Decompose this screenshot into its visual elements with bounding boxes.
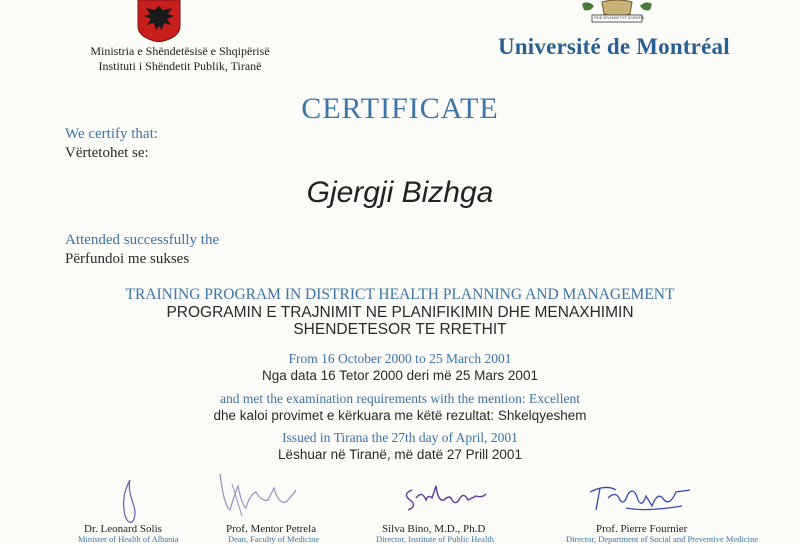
signature-petrela — [212, 466, 302, 522]
certify-sq: Vërtetohet se: — [65, 145, 149, 161]
exam-en: and met the examination requirements with the mention: Excellent — [220, 391, 580, 406]
albania-emblem — [136, 0, 182, 42]
signature-title-4: Director, Department of Social and Preventive Medicine — [566, 534, 759, 544]
dates-en: From 16 October 2000 to 25 March 2001 — [288, 351, 512, 366]
program-en: TRAINING PROGRAM IN DISTRICT HEALTH PLANNING AND MANAGEMENT — [125, 286, 675, 303]
ministry-name: Ministria e Shëndetësisë e Shqipërisë — [90, 44, 270, 58]
signature-title-2: Dean, Faculty of Medicine — [228, 534, 320, 544]
signature-title-3: Director, Institute of Public Health — [376, 534, 494, 544]
university-name: Université de Montréal — [498, 34, 730, 59]
issued-sq: Lëshuar në Tiranë, më datë 27 Prill 2001 — [278, 447, 522, 462]
seal-motto: FIDE SPLENDET ET SCIENTIA — [594, 16, 644, 20]
udem-seal — [578, 0, 656, 26]
attended-en: Attended successfully the — [65, 232, 220, 248]
signature-bino — [398, 476, 490, 516]
program-sq-2: SHENDETESOR TE RRETHIT — [293, 321, 507, 338]
recipient-name: Gjergji Bizhga — [306, 176, 494, 209]
signature-name-4: Prof. Pierre Fournier — [596, 523, 688, 535]
program-sq-1: PROGRAMIN E TRAJNIMIT NE PLANIFIKIMIN DHE MENAXHIMIN — [166, 304, 634, 321]
signature-title-1: Minister of Health of Albania — [78, 534, 179, 544]
attended-sq: Përfundoi me sukses — [65, 251, 190, 267]
certify-en: We certify that: — [65, 126, 158, 142]
signature-fournier — [586, 476, 696, 518]
signature-name-1: Dr. Leonard Solis — [84, 523, 162, 535]
certificate-title: CERTIFICATE — [301, 92, 499, 125]
institute-name: Instituti i Shëndetit Publik, Tiranë — [98, 59, 262, 73]
signature-name-2: Prof. Mentor Petrela — [226, 523, 317, 535]
exam-sq: dhe kaloi provimet e kërkuara me këtë rezultat: Shkelqyeshem — [213, 408, 587, 423]
signature-solis — [110, 476, 150, 528]
dates-sq: Nga data 16 Tetor 2000 deri më 25 Mars 2001 — [262, 368, 538, 383]
signature-name-3: Silva Bino, M.D., Ph.D — [382, 523, 486, 535]
issued-en: Issued in Tirana the 27th day of April, 2001 — [282, 430, 518, 445]
